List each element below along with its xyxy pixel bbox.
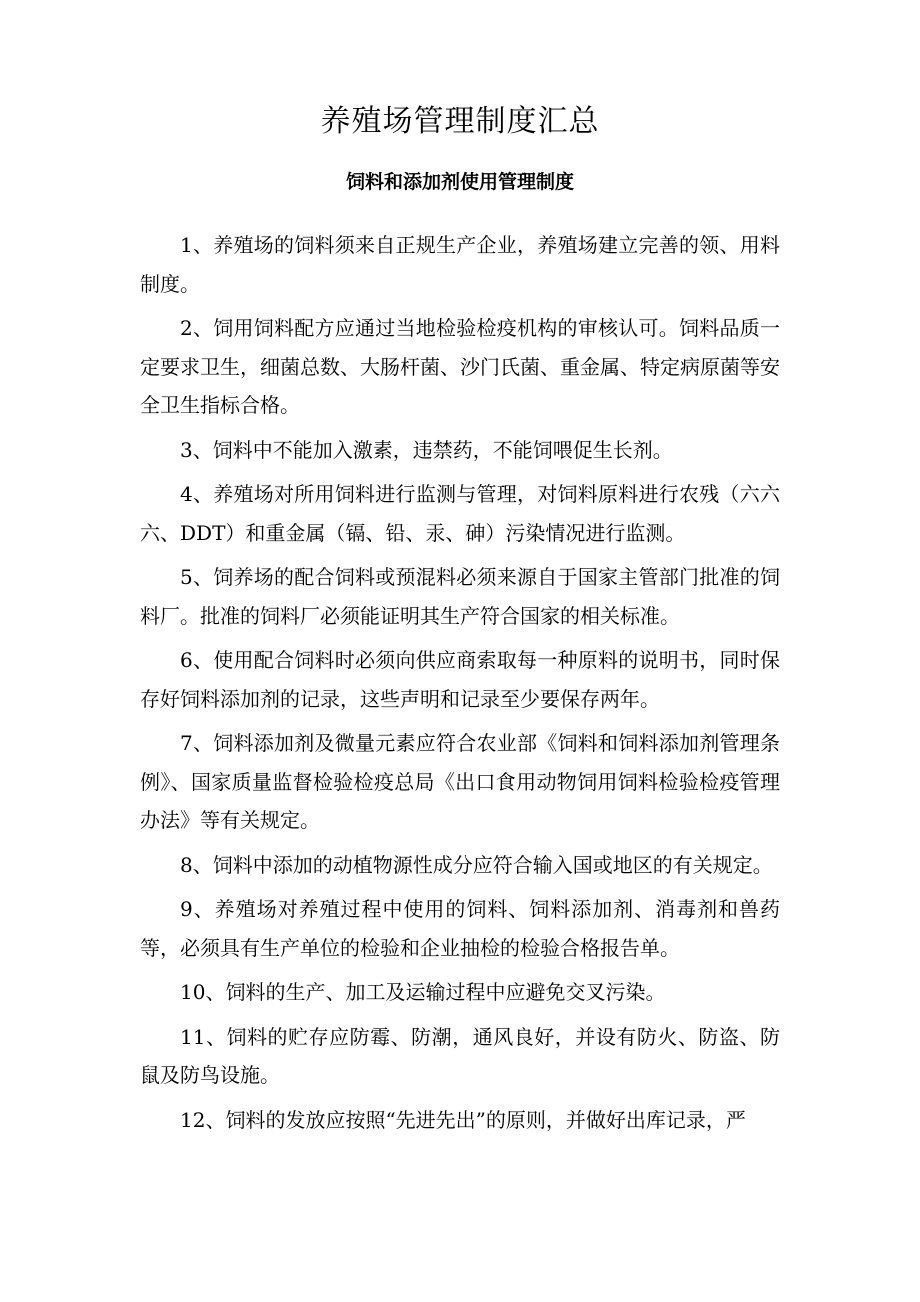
paragraph-1: 1、养殖场的饲料须来自正规生产企业，养殖场建立完善的领、用料制度。 [140, 233, 780, 296]
document-body [140, 226, 780, 1145]
paragraph-7: 7、饲料添加剂及微量元素应符合农业部《饲料和饲料添加剂管理条例》、国家质量监督检验检疫总局《出口食用动物饲用饲料检验检疫管理办法》等有关规定。 [140, 731, 780, 832]
paragraph-11: 11、饲料的贮存应防霉、防潮，通风良好，并设有防火、防盗、防鼠及防鸟设施。 [140, 1024, 780, 1087]
paragraph-3: 3、饲料中不能加入激素，违禁药，不能饲喂促生长剂。 [180, 437, 673, 462]
paragraph-10: 10、饲料的生产、加工及运输过程中应避免交叉污染。 [180, 980, 666, 1004]
paragraph-12: 12、饲料的发放应按照“先进先出”的原则，并做好出库记录，严 [180, 1107, 746, 1132]
paragraph-4: 4、养殖场对所用饲料进行监测与管理，对饲料原料进行农残（六六六、DDT）和重金属（镉、铅、汞、砷）污染情况进行监测。 [140, 482, 780, 545]
paragraph-6: 6、使用配合饲料时必须向供应商索取每一种原料的说明书，同时保存好饲料添加剂的记录，这些声明和记录至少要保存两年。 [140, 648, 780, 711]
paragraph-9: 9、养殖场对养殖过程中使用的饲料、饲料添加剂、消毒剂和兽药等，必须具有生产单位的检验和企业抽检的检验合格报告单。 [140, 897, 780, 960]
paragraph-8: 8、饲料中添加的动植物源性成分应符合输入国或地区的有关规定。 [180, 852, 773, 877]
section-title: 饲料和添加剂使用管理制度 [345, 171, 574, 193]
paragraph-2: 2、饲用饲料配方应通过当地检验检疫机构的审核认可。饲料品质一定要求卫生，细菌总数、大肠杆菌、沙门氏菌、重金属、特定病原菌等安全卫生指标合格。 [140, 316, 780, 417]
document-title: 养殖场管理制度汇总 [320, 104, 600, 139]
paragraph-5: 5、饲养场的配合饲料或预混料必须来源自于国家主管部门批准的饲料厂。批准的饲料厂必须能证明其生产符合国家的相关标准。 [140, 565, 780, 628]
